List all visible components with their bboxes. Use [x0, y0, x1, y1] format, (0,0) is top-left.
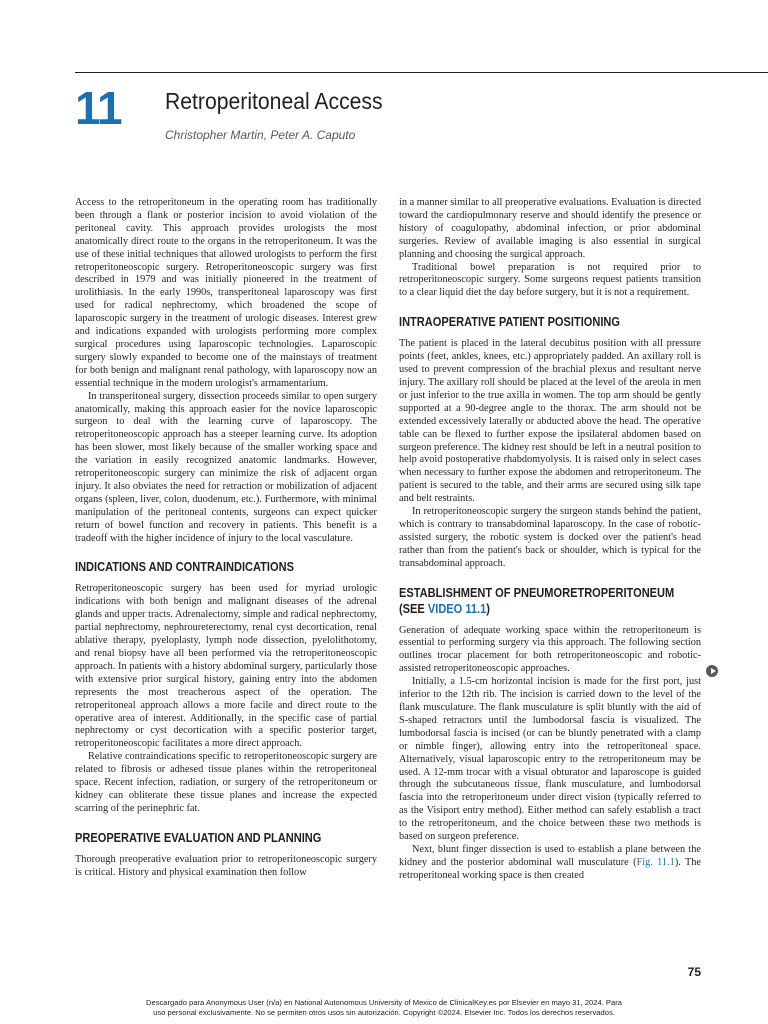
footer-notice: [100, 998, 668, 1018]
paragraph-text: Next, blunt finger dissection is used to establish a plane between the kidney and the posterior abdominal wall musculature (: [399, 843, 701, 868]
play-icon[interactable]: [706, 665, 718, 677]
section-heading-positioning: INTRAOPERATIVE PATIENT POSITIONING: [399, 314, 621, 330]
right-column: [399, 197, 701, 883]
left-column: [75, 197, 377, 880]
paragraph: Traditional bowel preparation is not required prior to retroperitoneoscopic surgery. Some surgeons request patients transition to a clear liquid diet the day before surgery, but it is not a requirement.: [399, 261, 701, 299]
heading-line: ESTABLISHMENT OF PNEUMORETROPERITONEUM: [399, 584, 675, 600]
header-rule: [75, 72, 768, 73]
paragraph: Relative contraindications specific to retroperitoneoscopic surgery are related to fibrosis or adhesed tissue planes within the retroperitoneal space. Recent infection, radiation, or surgery of the retroperitoneum or kidney can obliterate these tissue planes and increase the expected scarring of the perinephric fat.: [75, 751, 377, 814]
figure-link[interactable]: Fig. 11.1: [636, 856, 675, 868]
section-heading-preop: PREOPERATIVE EVALUATION AND PLANNING: [75, 829, 322, 845]
paragraph: In transperitoneal surgery, dissection proceeds similar to open surgery anatomically, making this approach easier for the novice laparoscopic surgeon to deal with the learning curve of laparoscopy. The retroperitoneoscopic approach has a steeper learning curve. Its adoption has been slower, most likely because of the smaller working space and the variation in easily recognized anatomic landmarks. However, retroperitoneoscopic surgery can minimize the risk of adjacent organ injury. It also obviates the need for retraction or mobilization of adjacent organs (spleen, liver, colon, duodenum, etc.). Furthermore, with minimal manipulation of the peritoneal contents, surgeons can expect quicker return of bowel function and recovery in patients. This benefit is a tradeoff with the higher incidence of injury to the local vasculature.: [75, 390, 377, 544]
paragraph: in a manner similar to all preoperative evaluations. Evaluation is directed toward the cardiopulmonary reserve and should identify the presence or history of coagulopathy, abdominal infection, or prior abdominal surgeries. Review of available imaging is also essential in surgical planning and choosing the surgical approach.: [399, 197, 701, 260]
chapter-authors: Christopher Martin, Peter A. Caputo: [165, 128, 356, 142]
heading-text: (SEE: [399, 600, 428, 616]
paragraph: Access to the retroperitoneum in the operating room has traditionally been through a flank or posterior incision to avoid violation of the peritoneal cavity. This approach provides urologists the most anatomically direct route to the organs in the retroperitoneum. It was the use of these initial techniques that allowed urologists to perform the first retroperitoneoscopic surgery. Retroperitoneoscopic surgery was first described in 1979 and was initially pioneered in the treatment of urolithiasis. In the early 1990s, transperitoneal laparoscopy was first used for radical nephrectomy, which broadened the scope of laparoscopic surgery in the treatment of urologic diseases. Interest grew and indications expanded with urologists performing more complex surgical procedures using laparoscopic technologies. Laparoscopic surgery slowly expanded to become one of the mainstays of treatment for both benign and malignant renal pathology, with laparoscopy now an essential technique in the modern urologist's armamentarium.: [75, 197, 377, 389]
section-heading-indications: INDICATIONS AND CONTRAINDICATIONS: [75, 559, 294, 575]
chapter-title: Retroperitoneal Access: [165, 88, 383, 114]
video-link[interactable]: VIDEO 11.1: [427, 600, 487, 616]
paragraph: Generation of adequate working space within the retroperitoneum is essential to performing surgery via this approach. The following section outlines trocar placement for both retroperitoneoscopic and robotic-assisted retroperitoneoscopic approaches.: [399, 624, 701, 675]
paragraph: In retroperitoneoscopic surgery the surgeon stands behind the patient, which is contrary to transabdominal laparoscopy. In the case of robotic-assisted surgery, the robotic system is docked over the patient's head rather than from the patient's back or shoulder, which is typical for the transabdominal approach.: [399, 506, 701, 569]
page-number: 75: [687, 965, 701, 979]
chapter-number: 11: [75, 82, 122, 134]
paragraph: [399, 844, 701, 883]
heading-text: ): [486, 600, 490, 616]
footer-line: uso personal exclusivamente. No se permiten otros usos sin autorización. Copyright ©2024. Elsevier Inc. Todos los derechos reservados.: [153, 1008, 615, 1017]
section-heading-pneumoretroperitoneum: [399, 584, 675, 601]
paragraph: Retroperitoneoscopic surgery has been used for myriad urologic indications with both benign and malignant diseases of the adrenal glands and upper tracts. Adrenalectomy, simple and radical nephrectomy, partial nephrectomy, nephroureterectomy, renal cyst decortication, renal ablative therapy, pyeloplasty, lymph node dissection, pyelolithotomy, and renal biopsy have all been performed via the retroperitoneoscopic approach. In patients with a history abdominal surgery, particularly those with extensive prior surgical history, gaining entry into the abdomen represents the most treacherous aspect of the operation. The retroperitoneal approach allows a more facile and direct route to the operative area of interest. Additionally, in the specific case of partial nephrectomy or cyst decortication with a specific posterior target, retroperitoneoscopic facilitates a more direct approach.: [75, 583, 377, 750]
footer-line: Descargado para Anonymous User (n/a) en National Autonomous University of Mexico de ClinicalKey.es por Elsevier en mayo 31, 2024. Para: [146, 998, 622, 1007]
section-heading-pneumoretroperitoneum-cont: [399, 601, 656, 617]
paragraph-text: ). The retroperitoneal working space is then created: [399, 856, 701, 881]
paragraph: Initially, a 1.5-cm horizontal incision is made for the first port, just inferior to the 12th rib. The incision is carried down to the level of the flank musculature. The flank musculature is split bluntly with the aid of S-shaped retractors until the lumbodorsal fascia is visualized. The lumbodorsal fascia is incised (or can be bluntly penetrated with a clamp or nimble finger), allowing entry into the retroperitoneal space. Alternatively, visual laparoscopic entry to the retroperitoneum may be used. A 12-mm trocar with a visual obturator and laparoscope is guided through the subcutaneous tissue, flank musculature, and lumbodorsal fascia into the retroperitoneum under direct vision (typically referred to as the Visiport entry method). Either method can safely establish a tract to the retroperitoneum, and the choice between these two methods is based on surgeon preference.: [399, 676, 701, 843]
paragraph: The patient is placed in the lateral decubitus position with all pressure points (feet, ankles, knees, etc.) appropriately padded. An axillary roll is used to prevent compression of the brachial plexus and resultant nerve injury. The axillary roll should be placed at the level of the areola in men or just inferior to the true axilla in women. The top arm should be gently supported at a 90-degree angle to the thorax. The arm should not be extended excessively laterally or abducted above the head. The operative table can be flexed to further expose the ipsilateral abdomen based on surgeon preference. The kidney rest should be left in a neutral position to help avoid postoperative rhabdomyolysis. It is raised only in select cases when necessary to further expose the abdomen and retroperitoneum. The patient is secured to the table, and their arms are secured using silk tape and belt restraints.: [399, 338, 701, 505]
paragraph: Thorough preoperative evaluation prior to retroperitoneoscopic surgery is critical. History and physical examination then follow: [75, 853, 377, 878]
